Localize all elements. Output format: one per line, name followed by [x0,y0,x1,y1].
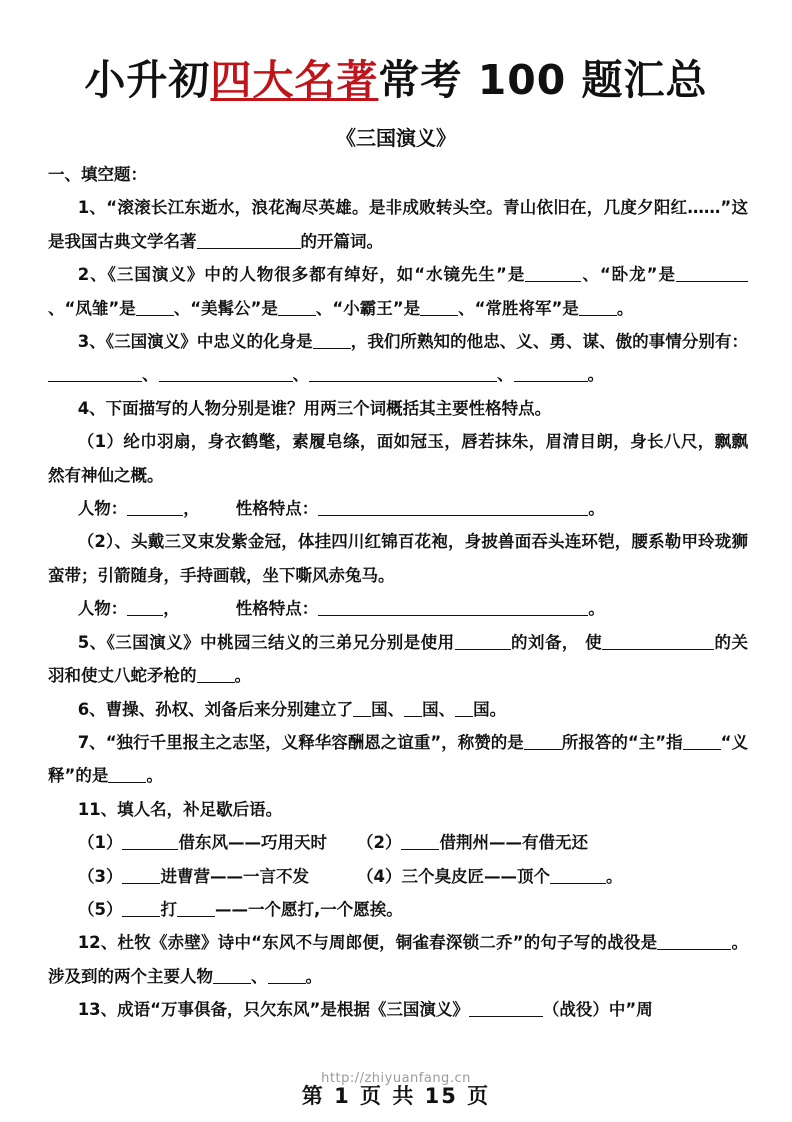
answer-blank[interactable] [401,833,439,851]
question-12 [48,926,748,993]
answer-blank[interactable] [657,933,731,951]
watermark-url: http://zhiyuanfang.cn [321,1071,471,1086]
q4-passage-1: （1）纶巾羽扇，身衣鹤氅，素履皂绦，面如冠玉，唇若抹朱，眉清目朗，身长八尺，飘飘然有神仙之概。 [48,432,748,485]
answer-blank[interactable] [683,732,721,750]
answer-blank[interactable] [136,298,174,316]
q5-text: 的关羽和使丈八蛇矛枪的 [48,632,749,686]
answer-blank[interactable] [525,265,581,283]
q3-sep: 、 [497,365,514,385]
answer-blank[interactable] [353,699,371,717]
answer-blank[interactable] [108,766,146,784]
q5-text: 5、《三国演义》中桃园三结义的三弟兄分别是使用 [77,632,455,652]
title-suffix: 常考 100 题汇总 [378,56,708,104]
question-6 [48,693,748,726]
q3-sep: 、 [142,365,159,385]
comma: ， [163,599,180,619]
answer-blank[interactable] [404,699,422,717]
answer-blank[interactable] [268,966,306,984]
person-label: 人物： [77,499,128,519]
answer-blank[interactable] [197,666,235,684]
q6-text: 国。 [473,699,507,719]
answer-blank[interactable] [579,298,617,316]
q11-item-3-text: 进曹营——一言不发 [160,866,309,886]
q3-sep: 、 [292,365,309,385]
q6-text: 国、 [422,699,456,719]
q11-row-1 [48,826,748,859]
q5-text: 的刘备， 使 [510,632,603,652]
q7-text: 指 [666,732,683,752]
q12-text: 。 [305,966,322,986]
q7-text: 所报答的“主” [561,732,667,752]
question-4: 4、下面描写的人物分别是谁？用两三个词概括其主要性格特点。 [77,398,552,418]
q11-item-2-text: 借荆州——有借无还 [439,833,588,853]
period: 。 [588,599,605,619]
answer-blank[interactable] [213,966,251,984]
q1-text: 1、“滚滚长江东逝水，浪花淘尽英雄。是非成败转头空。青山依旧在，几度夕阳红……”这是我国古典文学名著 [48,198,748,251]
question-13 [48,993,748,1026]
answer-blank[interactable] [313,332,351,350]
q11-item-3-num: （3） [78,866,123,886]
q5-text: 。 [234,666,251,686]
q2-text: 、“小霸王”是 [315,298,421,318]
answer-blank[interactable] [309,365,497,383]
q11-item-1-num: （1） [78,833,123,853]
trait-label: 性格特点： [235,499,319,519]
answer-blank[interactable] [696,632,714,650]
q7-text: 7、“独行千里报主之志坚，义释华容酬恩之谊重”，称赞的是 [77,732,524,752]
answer-blank[interactable] [514,365,588,383]
q12-text: 12、杜牧《赤壁》诗中“东风不与周郎便，铜雀春深锁二乔”的句子写的战役是 [77,933,658,953]
answer-blank[interactable] [48,365,142,383]
question-2 [48,258,748,325]
answer-blank[interactable] [278,298,316,316]
q11-item-2-num: （2） [356,833,402,853]
answer-blank[interactable] [602,632,696,650]
question-1 [48,191,748,258]
q11-item-1-text: 借东风——巧用天时 [178,833,327,853]
answer-blank[interactable] [524,732,562,750]
question-body [48,158,748,1027]
q2-text: 、“常胜将军”是 [458,298,579,318]
q4-answer-row-2 [48,592,748,625]
q11-item-5-text: 打 [160,899,177,919]
q7-text: 。 [146,766,163,786]
answer-blank[interactable] [455,632,511,650]
answer-blank[interactable] [122,899,160,917]
q12-text: 、 [251,966,268,986]
answer-blank[interactable] [676,265,748,283]
q2-text: 、“凤雏”是 [48,298,136,318]
answer-blank[interactable] [318,599,588,617]
q11-item-5-end: ——一个愿打,一个愿挨。 [214,899,403,919]
q11-row-2 [48,860,748,893]
q2-text: 是 [657,265,676,285]
answer-blank[interactable] [177,899,215,917]
q6-text: 国、 [371,699,405,719]
q1-text-end: 的开篇词。 [300,231,383,251]
q12-text: 。涉及到的两个主要人物 [48,933,748,986]
comma: ， [183,499,200,519]
q2-text: 2、《三国演义》中的人物很多都有绰好，如“水镜先生”是 [77,265,526,285]
answer-blank[interactable] [122,833,178,851]
q2-text: 。 [616,298,634,318]
q2-text: 、“卧龙” [581,265,658,285]
trait-label: 性格特点： [235,599,319,619]
question-7 [48,726,748,793]
question-3 [48,325,748,392]
q13-text: （战役）中”周 [542,1000,653,1020]
answer-blank[interactable] [550,866,606,884]
page-number: 第 1 页 共 15 页 [301,1084,491,1108]
q11-row-3 [48,893,748,926]
q7-text: “义释”的是 [48,732,748,786]
q3-end: 。 [587,365,604,385]
person-label: 人物： [77,599,128,619]
book-subtitle: 《三国演义》 [336,126,456,150]
answer-blank[interactable] [159,365,293,383]
section-heading: 一、填空题： [48,165,147,184]
q13-text: 13、成语“万事俱备，只欠东风”是根据《三国演义》 [77,1000,469,1020]
answer-blank[interactable] [127,599,163,617]
q4-passage-2: （2）、头戴三叉束发紫金冠，体挂四川红锦百花袍，身披兽面吞头连环铠，腰系勒甲玲珑狮蛮带；引箭随身，手持画戟，坐下嘶风赤兔马。 [48,532,748,585]
title-highlight: 四大名著 [210,56,379,104]
q11-item-4-end: 。 [605,866,623,886]
q6-text: 6、曹操、孙权、刘备后来分别建立了 [77,699,354,719]
answer-blank[interactable] [455,699,473,717]
answer-blank[interactable] [127,499,183,517]
page-title [0,52,792,108]
question-11: 11、填人名，补足歇后语。 [77,799,283,819]
title-prefix: 小升初 [84,56,211,104]
answer-blank[interactable] [318,499,588,517]
answer-blank[interactable] [197,231,301,249]
q2-text: 、“美髯公”是 [173,298,278,318]
q4-answer-row-1 [48,492,748,525]
answer-blank[interactable] [420,298,458,316]
q3-text: ，我们所熟知的他忠、义、勇、谋、傲的事情分别有： [350,332,748,352]
period: 。 [588,499,605,519]
answer-blank[interactable] [469,1000,543,1018]
q3-text: 3、《三国演义》中忠义的化身是 [77,332,313,352]
q11-item-4-text: （4）三个臭皮匠——顶个 [356,866,550,886]
answer-blank[interactable] [122,866,160,884]
q11-item-5-num: （5） [78,899,123,919]
question-5 [48,626,748,693]
